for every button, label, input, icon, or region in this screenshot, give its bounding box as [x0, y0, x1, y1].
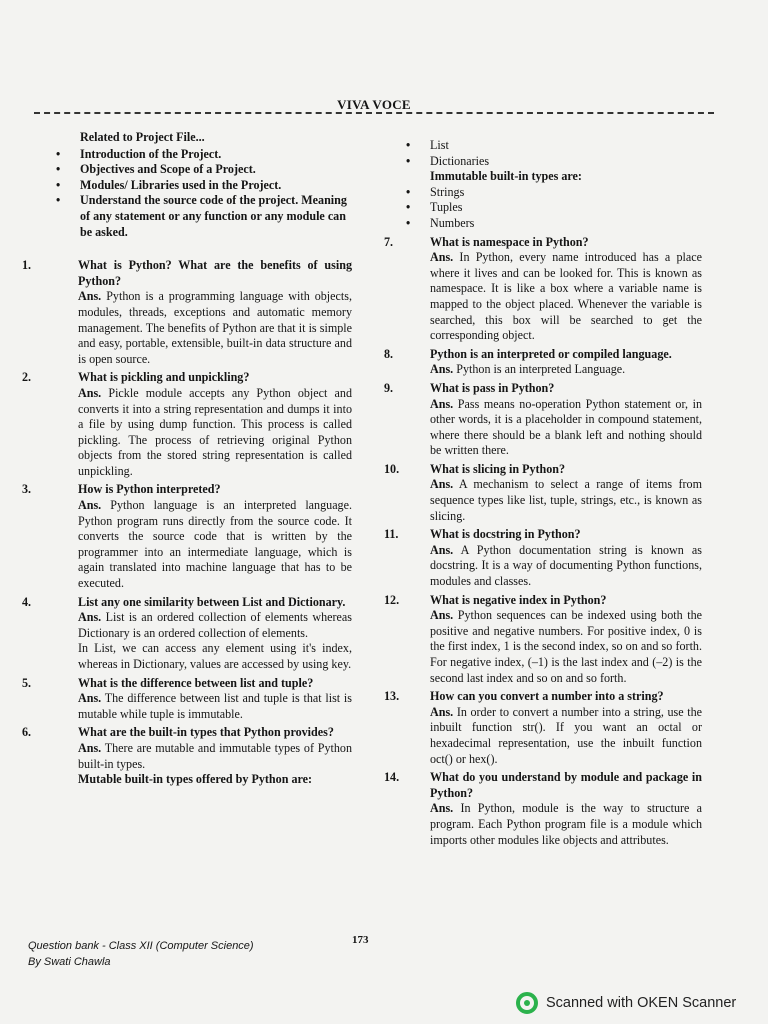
answer-text: Ans. Pass means no-operation Python statement or, in other words, it is a placeholder in compound statement, where there should be a blank left and nothing should be written there.: [430, 396, 702, 458]
bullet-item: • Modules/ Libraries used in the Project.: [80, 178, 352, 194]
bullet-item: • Objectives and Scope of a Project.: [80, 162, 352, 178]
question-text: What is Python? What are the benefits of using Python?: [78, 258, 352, 288]
question-number: 13.: [384, 689, 400, 704]
answer-text: Ans. There are mutable and immutable types of Python built-in types.: [78, 740, 352, 771]
answer-text: Ans. The difference between list and tuple is that list is mutable while tuple is immutable.: [78, 691, 352, 721]
question-text: What is docstring in Python?: [430, 527, 581, 542]
question-text: List any one similarity between List and Dictionary.: [78, 594, 346, 609]
question-number: 12.: [384, 592, 400, 607]
bullet-item: • Strings: [430, 185, 702, 201]
answer-text: Ans. In Python, module is the way to structure a program. Each Python program file is a module which imports other modules like objects and attributes.: [430, 801, 702, 847]
question-number: 1.: [22, 258, 32, 273]
bullet-item: • Tuples: [430, 200, 702, 216]
mutable-types-list: [384, 138, 702, 169]
question-5: [20, 676, 352, 723]
question-3: [20, 482, 352, 591]
left-column: [20, 130, 352, 788]
project-file-lead: Related to Project File...: [80, 130, 205, 144]
oken-scanner-logo-icon: [516, 992, 538, 1014]
question-text: What is the difference between list and tuple?: [78, 675, 314, 690]
answer-text: Ans. List is an ordered collection of elements whereas Dictionary is an ordered collection of elements.: [78, 610, 352, 640]
question-text: How can you convert a number into a string?: [430, 689, 664, 704]
question-number: 8.: [384, 346, 394, 361]
answer-text: Ans. In order to convert a number into a string, use the inbuilt function str(). If you want an octal or hexadecimal representation, use the inbuilt function oct() or hex().: [430, 704, 702, 766]
footer-book-title: Question bank - Class XII (Computer Science): [28, 940, 254, 952]
question-text: What do you understand by module and package in Python?: [430, 770, 702, 800]
answer-text: Ans. In Python, every name introduced has a place where it lives and can be looked for. This is known as namespace. It is like a box where a variable name is mapped to the object placed. Whenever the variable is searched, this box will be searched to get the corresponding object.: [430, 250, 702, 343]
question-number: 11.: [384, 527, 399, 542]
bullet-item: • Understand the source code of the project. Meaning of any statement or any function or any module can be asked.: [80, 193, 352, 240]
project-file-section: [20, 130, 352, 240]
immutable-types-heading: Immutable built-in types are:: [430, 169, 582, 184]
page-number: 173: [352, 934, 369, 946]
question-1: [20, 258, 352, 367]
answer-text: Ans. Python language is an interpreted language. Python program runs directly from the source code. It converts the source code that is written by the programmer into an intermediate language, which is again translated into machine language that has to be executed.: [78, 498, 352, 591]
question-text: What is namespace in Python?: [430, 234, 589, 249]
question-text: What is pass in Python?: [430, 380, 555, 395]
question-10: [384, 462, 702, 524]
page-title: VIVA VOCE: [337, 97, 411, 112]
question-11: [384, 527, 702, 589]
answer-text: Ans. Python sequences can be indexed using both the positive and negative numbers. For positive index, 0 is the first index, 1 is the second index, so on and so forth. For negative index, (–1) is the last index and (–2) is the second last index and so on and so forth.: [430, 608, 702, 685]
immutable-types-list: [384, 185, 702, 232]
question-text: What is pickling and unpickling?: [78, 370, 250, 385]
answer-text: Ans. A mechanism to select a range of items from sequence types like list, tuple, strings, etc., is known as slicing.: [430, 477, 703, 523]
page-header: [34, 95, 714, 119]
question-14: [384, 770, 702, 848]
question-number: 10.: [384, 461, 400, 476]
question-text: How is Python interpreted?: [78, 482, 221, 497]
answer-text-continued: In List, we can access any element using it's index, whereas in Dictionary, values are accessed by using key.: [78, 641, 352, 671]
header-divider: [34, 112, 714, 114]
answer-text: Ans. Python is an interpreted Language.: [430, 362, 626, 377]
question-number: 4.: [22, 594, 32, 609]
question-number: 9.: [384, 380, 394, 395]
answer-text: Ans. Python is a programming language with objects, modules, threads, exceptions and automatic memory management. The benefits of Python are that it is simple and easy, portable, extensible, built-in data structure and is open source.: [78, 289, 352, 366]
footer-credit: [28, 938, 254, 970]
bullet-item: • Dictionaries: [430, 154, 702, 170]
footer-author: By Swati Chawla: [28, 956, 111, 968]
question-number: 2.: [22, 370, 32, 385]
question-8: [384, 347, 702, 378]
bullet-item: • List: [430, 138, 702, 154]
question-9: [384, 381, 702, 459]
question-text: What is slicing in Python?: [430, 461, 566, 476]
answer-text: Ans. A Python documentation string is known as docstring. It is a way of documenting Python functions, modules and classes.: [430, 542, 703, 589]
question-number: 3.: [22, 482, 32, 497]
question-number: 6.: [22, 725, 32, 740]
mutable-types-heading: Mutable built-in types offered by Python are:: [78, 772, 313, 787]
question-text: What is negative index in Python?: [430, 592, 607, 607]
project-file-bullets: [80, 147, 352, 241]
bullet-item: • Introduction of the Project.: [80, 147, 352, 163]
right-column: [384, 138, 702, 848]
bullet-item: • Numbers: [430, 216, 702, 232]
answer-text: Ans. Pickle module accepts any Python object and converts it into a string representation and dumps it into a file by using dump function. This process is called pickling. The process of retrieving original Python objects from the stored string representation is called unpickling.: [78, 385, 352, 478]
question-13: [384, 689, 702, 767]
question-2: [20, 370, 352, 479]
question-6: [20, 725, 352, 787]
question-7: [384, 235, 702, 344]
question-12: [384, 593, 702, 687]
question-number: 7.: [384, 234, 394, 249]
question-number: 5.: [22, 675, 32, 690]
scanner-watermark: [516, 992, 736, 1014]
question-4: [20, 595, 352, 673]
question-text: Python is an interpreted or compiled language.: [430, 346, 672, 361]
question-text: What are the built-in types that Python provides?: [78, 725, 334, 740]
scanner-label: Scanned with OKEN Scanner: [546, 995, 737, 1011]
question-number: 14.: [384, 770, 400, 785]
